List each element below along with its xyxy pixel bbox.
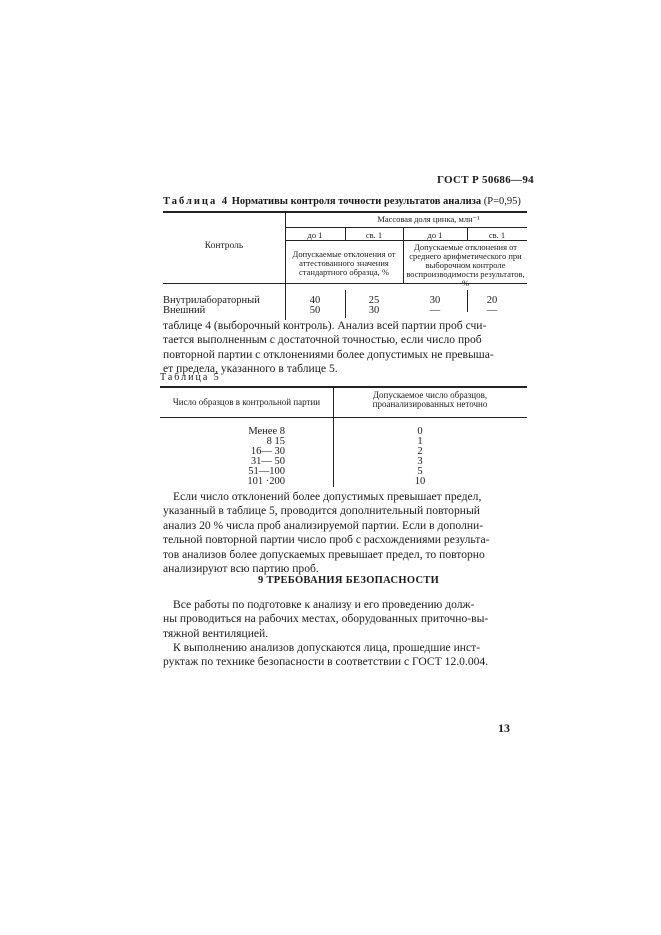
table4-row-2-v2: 30: [368, 305, 380, 316]
paragraph-line: повторной партии с отклонениями более допустимых не превыша-: [163, 347, 494, 361]
table5-row-samples: 101 ·200: [247, 476, 285, 487]
table4-rule-2: [285, 240, 527, 241]
table4-title: [163, 196, 521, 207]
table4-row-1-v4: 20: [486, 295, 498, 306]
table5-row-allowed: 10: [414, 476, 426, 487]
table4-range-4: св. 1: [488, 230, 506, 240]
table4-caption: Нормативы контроля точности результатов анализа: [231, 196, 482, 207]
table5-row-allowed: 5: [417, 466, 423, 477]
paragraph-line: тельной повторной партии число проб с расхождениями результа-: [163, 533, 490, 547]
table5-row-allowed: 0: [417, 426, 423, 437]
table4-row-2-v3: —: [429, 305, 441, 316]
table4-row-1-v1: 40: [309, 295, 321, 306]
paragraph-line: Все работы по подготовке к анализу и его проведению долж-: [173, 598, 475, 611]
page-number: 13: [498, 721, 510, 735]
paragraph-line: руктаж по технике безопасности в соответствии с ГОСТ 12.0.004.: [163, 655, 489, 669]
table4-row-2-v4: —: [486, 305, 498, 316]
table4-top-rule: [163, 211, 527, 213]
table5-row-allowed: 2: [417, 446, 423, 457]
table5-col-samples: Число образцов в контрольной партии: [172, 397, 321, 407]
table5-row-samples: 16— 30: [250, 446, 285, 457]
table4-row-1-v2: 25: [368, 295, 380, 306]
table4-dev-certified: Допускаемые отклонения от аттестованного значения стандартного образца, %: [292, 249, 396, 277]
table4-label: Таблица 4: [163, 196, 230, 207]
table4-probability: (Р=0,95): [483, 196, 521, 207]
table4-row-1-v3: 30: [429, 295, 441, 306]
table4-row-1-name: Внутрилабораторный: [163, 295, 260, 306]
paragraph-line: тяжной вентиляцией.: [163, 626, 269, 640]
table5-top-rule: [160, 386, 527, 388]
standard-designation: ГОСТ Р 50686—94: [437, 174, 534, 186]
paragraph-repeat-analysis: [163, 490, 527, 576]
paragraph-line: Если число отклонений более допустимых превышает предел,: [173, 490, 482, 503]
table4-col-control: Контроль: [204, 241, 244, 251]
table5-row-samples: 8 15: [266, 436, 285, 447]
table5-row-samples: 51—100: [248, 466, 285, 477]
table5-col-allowed: Допускаемое число образцов, проанализированных неточно: [372, 390, 488, 409]
table4-row-2-name: Внешний: [163, 305, 206, 316]
table5-header-rule: [160, 417, 527, 418]
paragraph-line: анализируют всю партию проб.: [163, 562, 319, 576]
paragraph-line: ет предела, указанного в таблице 5.: [163, 362, 338, 376]
table4-row-2-v1: 50: [309, 305, 321, 316]
table5-row-samples: Менее 8: [248, 426, 285, 437]
section-9-heading: 9 ТРЕБОВАНИЯ БЕЗОПАСНОСТИ: [258, 575, 440, 586]
paragraph-line: указанный в таблице 5, проводится дополнительный повторный: [163, 504, 480, 518]
table4-dev-mean: Допускаемые отклонения от среднего арифметического при выборочном контроле воспроизводимости результатов, %: [406, 242, 525, 288]
paragraph-line: тов анализов более допускаемых превышает предел, то повторно: [163, 547, 485, 561]
paragraph-line: К выполнению анализов допускаются лица, прошедшие инст-: [173, 641, 481, 654]
table5-row-samples: 31— 50: [250, 456, 285, 467]
table4-rule-1: [285, 227, 527, 228]
paragraph-accuracy: [163, 319, 527, 377]
table5-vrule: [333, 387, 334, 487]
paragraph-line: ны проводиться на рабочих местах, оборудованных приточно-вы-: [163, 612, 489, 626]
table4-range-3: до 1: [427, 230, 443, 240]
paragraph-line: таблице 4 (выборочный контроль). Анализ всей партии проб счи-: [163, 319, 487, 332]
table5-row-allowed: 3: [417, 456, 423, 467]
paragraph-ventilation: [163, 598, 527, 641]
paragraph-safety-briefing: [163, 641, 527, 670]
table5-row-allowed: 1: [417, 436, 423, 447]
table4-range-2: св. 1: [365, 230, 383, 240]
table5-label: Таблица 5: [160, 372, 221, 383]
table4-range-1: до 1: [307, 230, 323, 240]
paragraph-line: анализ 20 % числа проб анализируемой партии. Если в дополни-: [163, 518, 484, 532]
table4-mass-fraction: Массовая доля цинка, млн⁻¹: [377, 214, 480, 224]
paragraph-line: тается выполненным с достаточной точностью, если число проб: [163, 333, 482, 347]
